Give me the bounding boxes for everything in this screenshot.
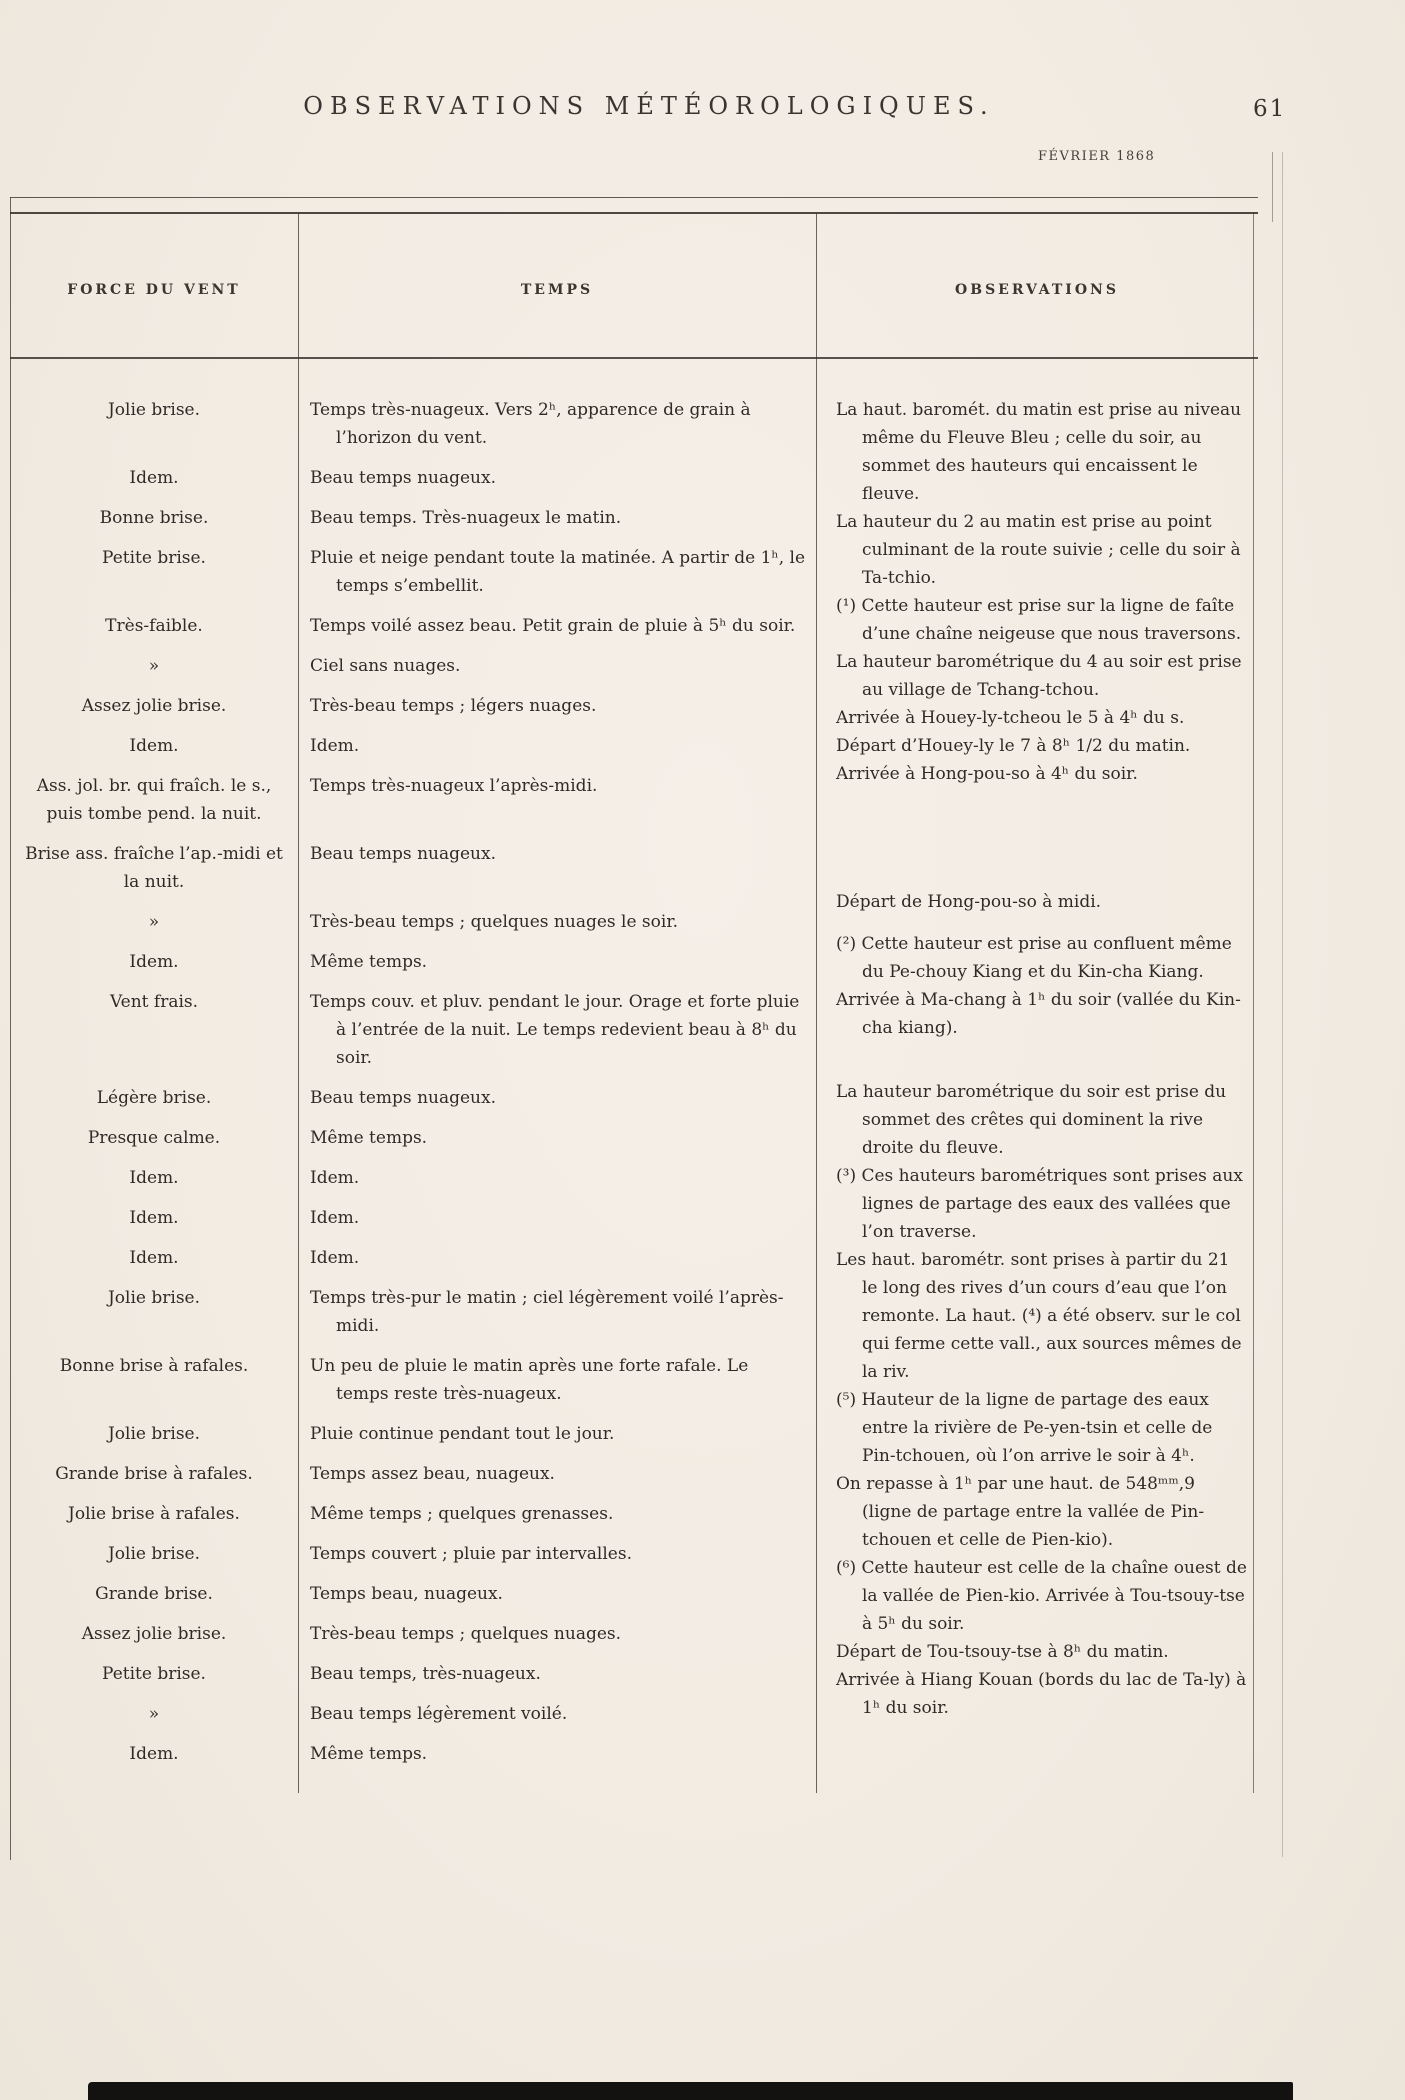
table-row [10,390,816,458]
table-row [10,606,816,646]
wind-force-cell: Idem. [129,1248,179,1268]
table-row [10,766,816,834]
weather-cell: Très-beau temps ; légers nuages. [310,696,597,716]
weather-cell: Beau temps, très-nuageux. [310,1664,541,1684]
observation-paragraph: Départ de Tou-tsouy-tse à 8ʰ du matin. [836,1642,1169,1662]
weather-cell: Pluie continue pendant tout le jour. [310,1424,615,1444]
issue-date: FÉVRIER 1868 [1038,149,1156,164]
table-top-rule-outer [10,197,1258,198]
table-row [10,1454,816,1494]
table-row [10,538,816,606]
column-header-observations: OBSERVATIONS [955,282,1119,298]
table-row [10,726,816,766]
wind-force-cell: Presque calme. [87,1128,221,1148]
observation-paragraph: Départ d’Houey-ly le 7 à 8ʰ 1/2 du matin. [836,736,1191,756]
weather-cell: Même temps ; quelques grenasses. [310,1504,614,1524]
table-row [10,1694,816,1734]
wind-force-cell: Jolie brise. [107,1424,201,1444]
wind-force-cell: Idem. [129,1208,179,1228]
table-rows [10,390,816,1774]
wind-force-cell: Idem. [129,1168,179,1188]
observation-paragraph: (⁵) Hauteur de la ligne de partage des eaux entre la rivière de Pe-yen-tsin et celle de Pin-tchouen, où l’on arrive le soir à 4ʰ. [836,1390,1213,1466]
observation-paragraph: (³) Ces hauteurs barométriques sont prises aux lignes de partage des eaux des vallées que l’on traverse. [836,1166,1243,1242]
observation-paragraph: Départ de Hong-pou-so à midi. [836,892,1102,912]
wind-force-cell: Jolie brise. [107,1544,201,1564]
weather-cell: Temps très-nuageux l’après-midi. [310,776,598,796]
table-row [10,1278,816,1346]
observation-paragraph: La hauteur barométrique du 4 au soir est prise au village de Tchang-tchou. [836,652,1242,700]
scan-artifact-line-short [1272,152,1273,222]
observations-column [816,390,1258,1722]
wind-force-cell: Idem. [129,1744,179,1764]
page-number: 61 [1253,96,1287,122]
weather-cell: Beau temps nuageux. [310,468,496,488]
table-top-rule-inner [10,212,1258,214]
wind-force-cell: » [148,1704,160,1724]
wind-force-cell: Ass. jol. br. qui fraîch. le s., puis tombe pend. la nuit. [36,776,272,824]
wind-force-cell: » [148,912,160,932]
table-row [10,1614,816,1654]
table-row [10,1574,816,1614]
column-header-temps: TEMPS [520,282,594,298]
wind-force-cell: Très-faible. [105,616,203,636]
table-row [10,1734,816,1774]
wind-force-cell: Petite brise. [102,548,206,568]
weather-cell: Idem. [310,1168,360,1188]
page-title: OBSERVATIONS MÉTÉOROLOGIQUES. [303,92,995,120]
observations-group-1 [836,396,1248,788]
weather-cell: Ciel sans nuages. [310,656,461,676]
wind-force-cell: Bonne brise à rafales. [59,1356,249,1376]
observation-paragraph: (¹) Cette hauteur est prise sur la ligne de faîte d’une chaîne neigeuse que nous traversons. [836,596,1242,644]
wind-force-cell: Assez jolie brise. [81,1624,227,1644]
weather-cell: Temps couv. et pluv. pendant le jour. Orage et forte pluie à l’entrée de la nuit. Le temps redevient beau à 8ʰ du soir. [310,992,800,1068]
wind-force-cell: Idem. [129,952,179,972]
table-row [10,1078,816,1118]
table-row [10,646,816,686]
scan-edge-band [88,2082,1293,2100]
weather-cell: Même temps. [310,952,428,972]
weather-cell: Même temps. [310,1128,428,1148]
weather-cell: Pluie et neige pendant toute la matinée. A partir de 1ʰ, le temps s’embellit. [310,548,806,596]
weather-cell: Beau temps légèrement voilé. [310,1704,568,1724]
weather-cell: Idem. [310,736,360,756]
observations-group-4 [836,1078,1248,1722]
wind-force-cell: » [148,656,160,676]
table-row [10,458,816,498]
observation-paragraph: Arrivée à Hiang Kouan (bords du lac de Ta-ly) à 1ʰ du soir. [836,1670,1247,1718]
wind-force-cell: Jolie brise. [107,400,201,420]
weather-cell: Très-beau temps ; quelques nuages. [310,1624,622,1644]
wind-force-cell: Brise ass. fraîche l’ap.-midi et la nuit. [25,844,283,892]
table-row [10,498,816,538]
wind-force-cell: Légère brise. [96,1088,212,1108]
observation-paragraph: Arrivée à Hong-pou-so à 4ʰ du soir. [836,764,1138,784]
table-row [10,1654,816,1694]
observation-paragraph: Arrivée à Houey-ly-tcheou le 5 à 4ʰ du s. [836,708,1185,728]
table-row [10,1346,816,1414]
wind-force-cell: Petite brise. [102,1664,206,1684]
weather-cell: Idem. [310,1248,360,1268]
weather-cell: Temps couvert ; pluie par intervalles. [310,1544,632,1564]
observation-paragraph: Les haut. barométr. sont prises à partir du 21 le long des rives d’un cours d’eau que l’on remonte. La haut. (⁴) a été observ. sur le col qui ferme cette vall., aux sources mêmes de la riv. [836,1250,1242,1382]
observation-paragraph: On repasse à 1ʰ par une haut. de 548ᵐᵐ,9 (ligne de partage entre la vallée de Pin-tchouen et celle de Pien-kio). [836,1474,1205,1550]
table-row [10,982,816,1078]
table-row [10,1118,816,1158]
table-row [10,902,816,942]
column-header-force-du-vent: FORCE DU VENT [67,282,241,298]
weather-cell: Temps très-nuageux. Vers 2ʰ, apparence de grain à l’horizon du vent. [310,400,751,448]
wind-force-cell: Jolie brise à rafales. [68,1504,240,1524]
table-row [10,834,816,902]
table-row [10,1414,816,1454]
wind-force-cell: Idem. [129,468,179,488]
observations-group-2 [836,888,1248,916]
observation-paragraph: (⁶) Cette hauteur est celle de la chaîne ouest de la vallée de Pien-kio. Arrivée à Tou-tsouy-tse à 5ʰ du soir. [836,1558,1247,1634]
weather-cell: Même temps. [310,1744,428,1764]
table-row [10,942,816,982]
table-row [10,1198,816,1238]
table-row [10,686,816,726]
weather-cell: Idem. [310,1208,360,1228]
table-row [10,1238,816,1278]
observation-paragraph: (²) Cette hauteur est prise au confluent même du Pe-chouy Kiang et du Kin-cha Kiang. [836,934,1232,982]
wind-force-cell: Bonne brise. [99,508,209,528]
table-row [10,1158,816,1198]
table-row [10,1494,816,1534]
weather-cell: Beau temps. Très-nuageux le matin. [310,508,622,528]
weather-cell: Temps beau, nuageux. [310,1584,503,1604]
observation-paragraph: La hauteur barométrique du soir est prise du sommet des crêtes qui dominent la rive droite du fleuve. [836,1082,1227,1158]
observation-paragraph: La hauteur du 2 au matin est prise au point culminant de la route suivie ; celle du soir à Ta-tchio. [836,512,1241,588]
weather-cell: Beau temps nuageux. [310,844,496,864]
wind-force-cell: Assez jolie brise. [81,696,227,716]
observations-group-3 [836,930,1248,1042]
wind-force-cell: Vent frais. [109,992,199,1012]
weather-cell: Un peu de pluie le matin après une forte rafale. Le temps reste très-nuageux. [310,1356,749,1404]
scan-artifact-line-long [1282,152,1283,1857]
weather-cell: Temps assez beau, nuageux. [310,1464,555,1484]
weather-cell: Beau temps nuageux. [310,1088,496,1108]
observation-paragraph: La haut. baromét. du matin est prise au niveau même du Fleuve Bleu ; celle du soir, au sommet des hauteurs qui encaissent le fleuve. [836,400,1242,504]
weather-cell: Temps voilé assez beau. Petit grain de pluie à 5ʰ du soir. [310,616,796,636]
weather-table [10,197,1258,1860]
table-header-rule [10,357,1258,359]
wind-force-cell: Idem. [129,736,179,756]
weather-cell: Très-beau temps ; quelques nuages le soir. [310,912,678,932]
weather-cell: Temps très-pur le matin ; ciel légèrement voilé l’après-midi. [310,1288,784,1336]
wind-force-cell: Grande brise. [95,1584,213,1604]
wind-force-cell: Grande brise à rafales. [55,1464,253,1484]
observation-paragraph: Arrivée à Ma-chang à 1ʰ du soir (vallée du Kin-cha kiang). [836,990,1241,1038]
wind-force-cell: Jolie brise. [107,1288,201,1308]
table-row [10,1534,816,1574]
